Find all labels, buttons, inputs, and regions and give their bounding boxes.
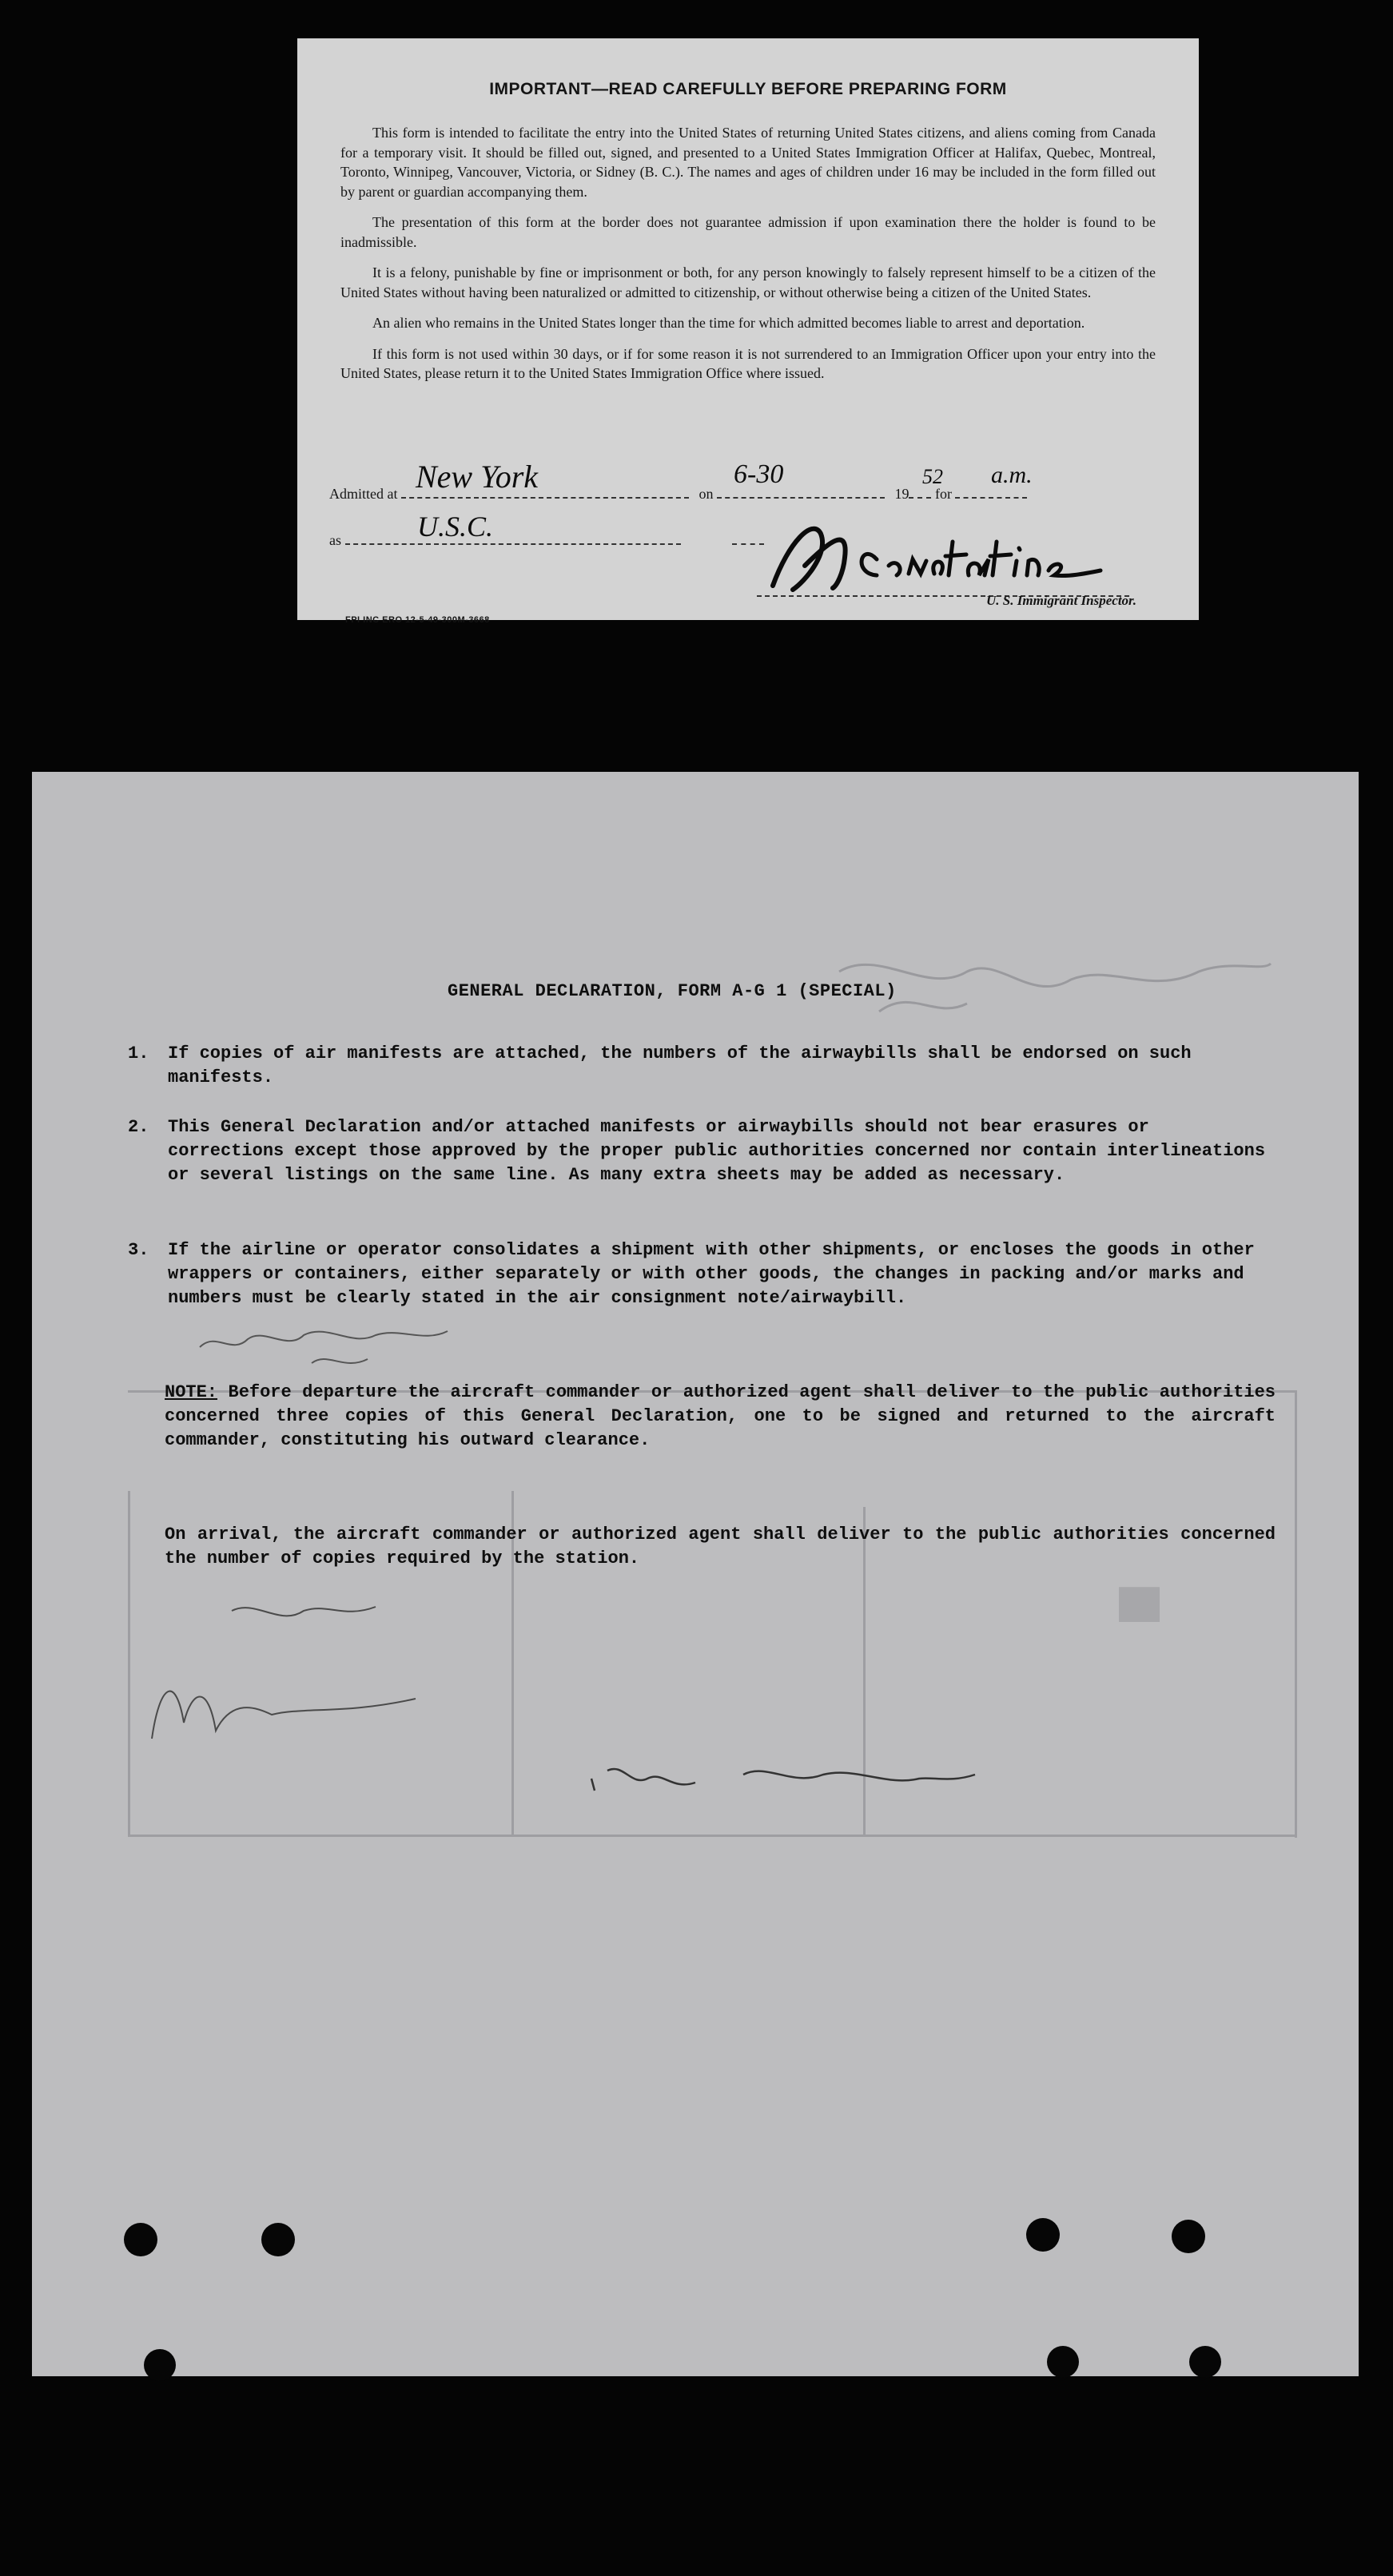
item-text: This General Declaration and/or attached manifests or airwaybills should not bear erasures or corrections except those approved by the proper public authorities concerned nor contain interlineations or several listings on the same line. As many extra sheets may be added as necessary. [168, 1117, 1266, 1185]
card-paragraph-2: The presentation of this form at the border does not guarantee admission if upon examination there the holder is found to be inadmissible. [340, 214, 1156, 250]
on-label: on [698, 486, 714, 502]
punch-hole [144, 2349, 176, 2381]
note-label: NOTE: [165, 1382, 218, 1402]
bleed-through-line [128, 1835, 1296, 1837]
item-text: If the airline or operator consolidates a shipment with other shipments, or encloses the goods in other wrappers or containers, either separately or with other goods, the changes in packing and/or marks and numbers must be clearly stated in the air consignment note/airwaybill. [168, 1240, 1255, 1308]
pencil-scribble [144, 1595, 432, 1755]
arrival-paragraph: On arrival, the aircraft commander or authorized agent shall deliver to the public authorities concerned the number of copies required by the station. [165, 1525, 1276, 1568]
inspector-label: U. S. Immigrant Inspector. [986, 593, 1136, 608]
item-number: 2. [128, 1117, 149, 1137]
declaration-item [128, 1238, 1271, 1310]
declaration-item [128, 1115, 1271, 1187]
card-paragraph-5: If this form is not used within 30 days, or if for some reason it is not surrendered to an Immigration Officer upon your entry into the United States, please return it to the United States Immigration Office where issued. [340, 345, 1156, 381]
bleed-through-line [128, 1491, 130, 1835]
pencil-scribble [583, 1755, 983, 1803]
pencil-scribble [192, 1315, 464, 1387]
as-handwriting: U.S.C. [417, 511, 494, 543]
admitted-at-line [401, 497, 689, 499]
year-line [909, 497, 931, 499]
item-text: If copies of air manifests are attached, the numbers of the airwaybills shall be endorsed on such manifests. [168, 1044, 1192, 1087]
form-number: FPI INC ERO 12-5-49-300M-3668 [345, 615, 490, 625]
bleed-through-line [1295, 1390, 1297, 1838]
year-prefix: 19 [894, 486, 909, 502]
item-number: 1. [128, 1044, 149, 1063]
bleed-through-mark: ██ [1119, 1587, 1160, 1620]
declaration-title: GENERAL DECLARATION, FORM A-G 1 (SPECIAL) [448, 981, 897, 1001]
date-handwriting: 6-30 [734, 459, 784, 489]
card-paragraph-4: An alien who remains in the United States longer than the time for which admitted becomes liable to arrest and deportation. [372, 315, 1085, 331]
punch-hole [1047, 2346, 1079, 2378]
card-paragraph-1: This form is intended to facilitate the entry into the United States of returning United States citizens, and aliens coming from Canada for a temporary visit. It should be filled out, signed, and presented to a United States Immigration Officer at Halifax, Quebec, Montreal, Toronto, Winnipeg, Vancouver, Victoria, or Sidney (B. C.). The names and ages of children under 16 may be included in the form filled out by parent or guardian accompanying them. [340, 125, 1156, 200]
date-line [717, 497, 885, 499]
punch-hole [124, 2223, 157, 2256]
card-title: IMPORTANT—READ CAREFULLY BEFORE PREPARING FORM [489, 80, 1007, 98]
punch-hole [261, 2223, 295, 2256]
for-label: for [934, 486, 952, 502]
as-label: as [329, 532, 341, 548]
note-text: Before departure the aircraft commander or authorized agent shall deliver to the public authorities concerned three copies of this General Declaration, one to be signed and returned to the aircraft commander, constituting his outward clearance. [165, 1382, 1276, 1450]
for-handwriting: a.m. [991, 462, 1033, 488]
admitted-at-label: Admitted at [329, 486, 398, 502]
punch-hole [1026, 2218, 1060, 2252]
as-line [345, 543, 681, 545]
declaration-sheet [32, 772, 1359, 2376]
punch-hole [1189, 2346, 1221, 2378]
as-row [329, 532, 764, 549]
inspector-signature [757, 510, 1132, 598]
for-line [955, 497, 1027, 499]
item-number: 3. [128, 1240, 149, 1260]
declaration-item [128, 1042, 1271, 1090]
card-paragraph-3: It is a felony, punishable by fine or imprisonment or both, for any person knowingly to falsely represent himself to be a citizen of the United States without having been naturalized or admitted to citizenship, or without otherwise being a citizen of the United States. [340, 264, 1156, 300]
punch-hole [1172, 2220, 1205, 2253]
admitted-at-handwriting: New York [416, 459, 539, 495]
note-paragraph [165, 1381, 1276, 1453]
year-handwriting: 52 [922, 465, 943, 488]
faint-scribble [831, 940, 1279, 1028]
entry-card [297, 38, 1199, 625]
